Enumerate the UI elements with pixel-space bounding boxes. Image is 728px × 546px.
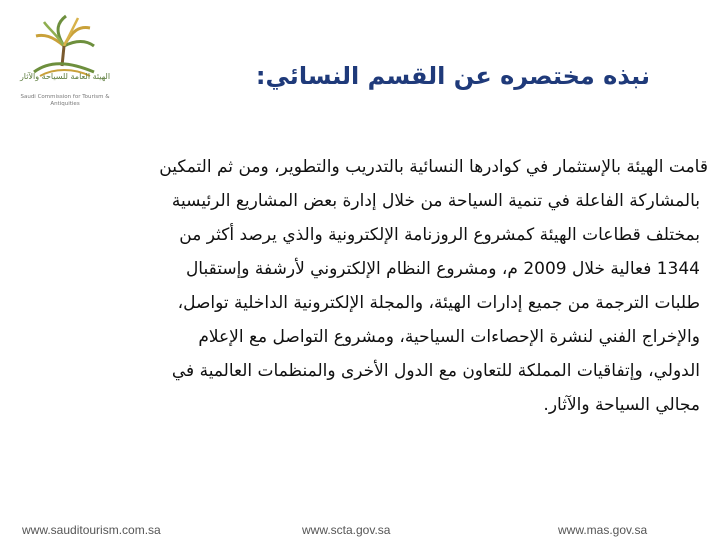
logo-arabic-text: الهيئة العامة للسياحة والآثار (19, 72, 111, 81)
body-line: الدولي، وإتفاقيات المملكة للتعاون مع الدول الأخرى والمنظمات العالمية في (171, 361, 700, 381)
logo-english-text: Saudi Commission for Tourism & Antiquities (20, 94, 110, 107)
footer-link-mas[interactable]: www.mas.gov.sa (558, 523, 648, 537)
body-text (18, 150, 708, 422)
body-line: 1344 فعالية خلال 2009 م، ومشروع النظام الإلكتروني لأرشفة وإستقبال (185, 259, 700, 279)
footer-link-scta[interactable]: www.scta.gov.sa (302, 523, 391, 537)
body-line: مجالي السياحة والآثار. (543, 395, 700, 415)
footer-link-sauditourism[interactable]: www.sauditourism.com.sa (22, 523, 161, 537)
body-line: قامت الهيئة بالإستثمار في كوادرها النسائية بالتدريب والتطوير، ومن ثم التمكين (159, 157, 708, 177)
palm-logo-icon (14, 6, 114, 78)
body-line: طلبات الترجمة من جميع إدارات الهيئة، والمجلة الإلكترونية الداخلية تواصل، (177, 293, 700, 313)
body-line: والإخراج الفني لنشرة الإحصاءات السياحية، ومشروع التواصل مع الإعلام (198, 327, 700, 347)
slide-title: نبذه مختصره عن القسم النسائي: (255, 62, 650, 90)
body-line: بمختلف قطاعات الهيئة كمشروع الروزنامة الإلكترونية والذي يرصد أكثر من (179, 225, 700, 245)
body-line: بالمشاركة الفاعلة في تنمية السياحة من خلال إدارة بعض المشاريع الرئيسية (171, 191, 700, 211)
